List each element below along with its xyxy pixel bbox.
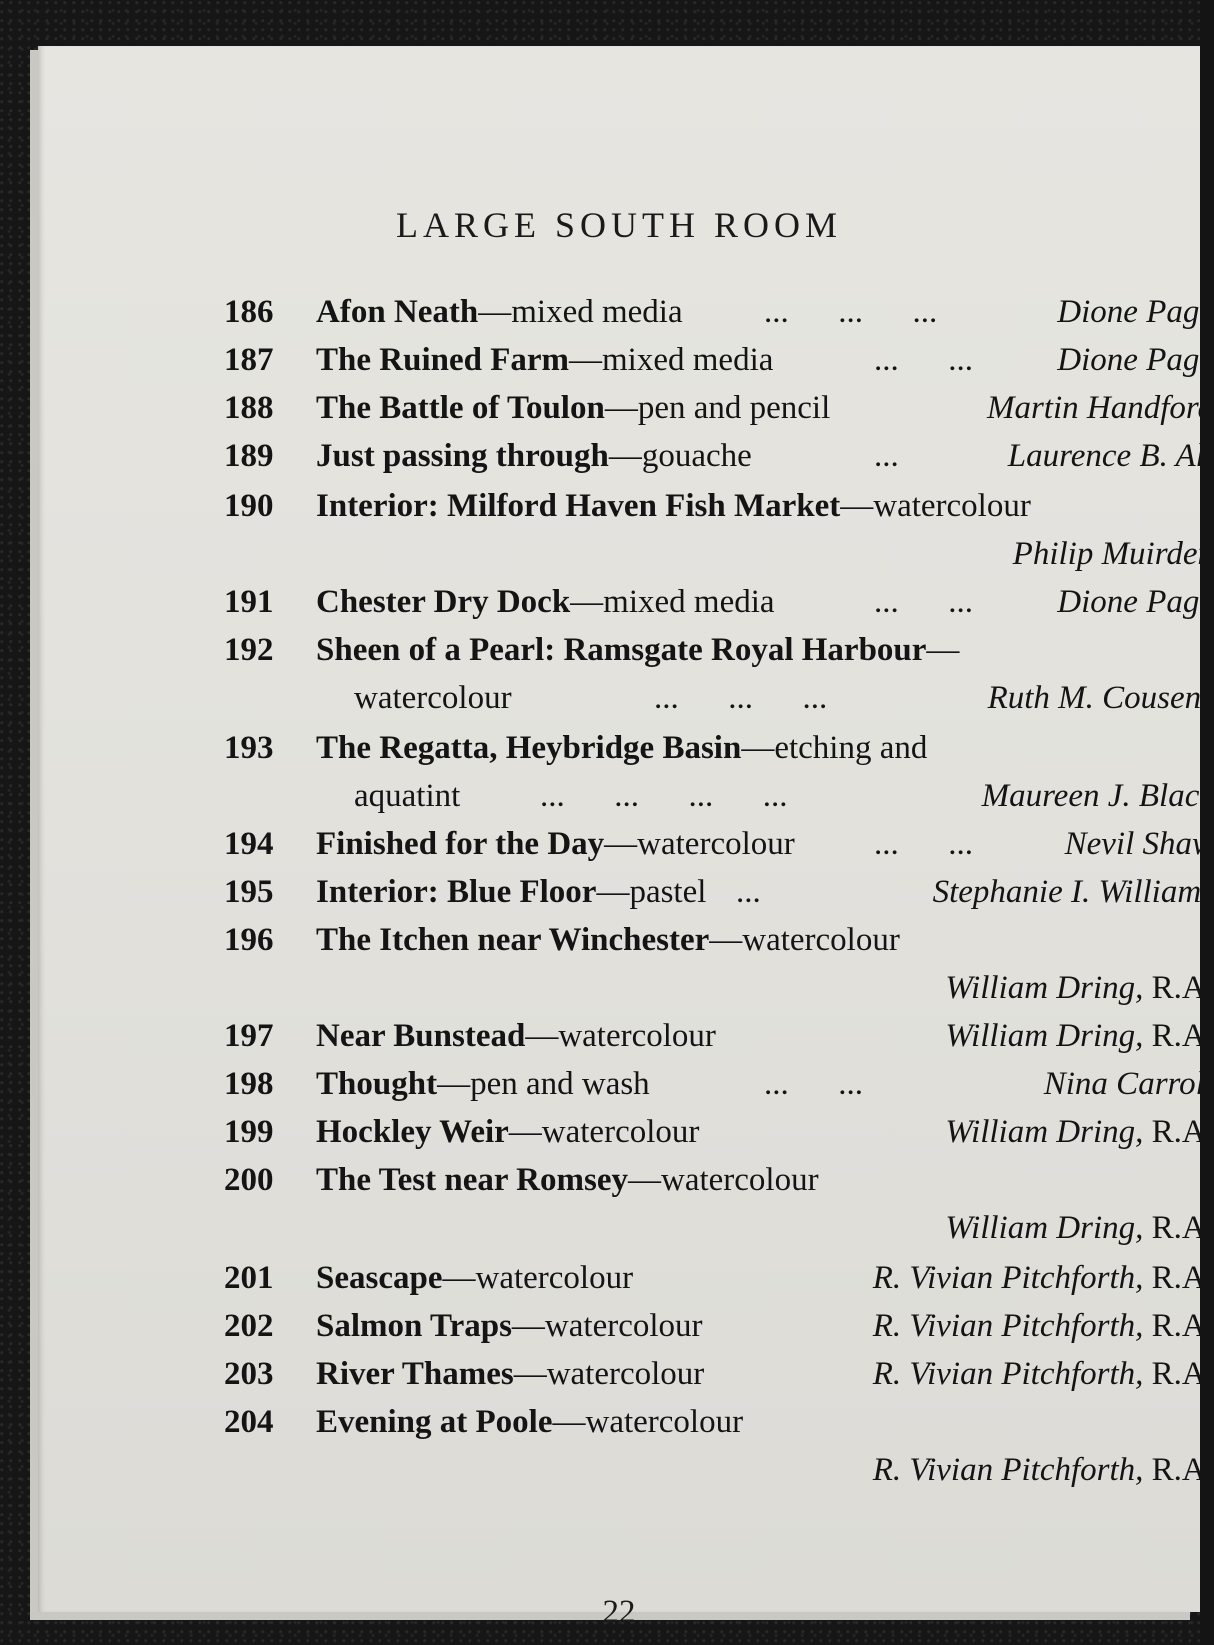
- entry-title: Salmon Traps: [316, 1308, 512, 1344]
- leader-dots: ...: [736, 874, 761, 910]
- entry-title: Sheen of a Pearl: Ramsgate Royal Harbour: [316, 632, 927, 668]
- entry-title: Just passing through: [316, 438, 609, 474]
- entry-192-continuation: [224, 674, 1214, 722]
- entry-title: The Itchen near Winchester: [316, 922, 710, 958]
- entry-title: River Thames: [316, 1356, 514, 1392]
- entry-187: [224, 336, 1214, 384]
- entry-artist: Nevil Shaw: [1064, 826, 1214, 862]
- entry-artist: Martin Handford: [986, 390, 1214, 426]
- entry-title: The Ruined Farm: [316, 342, 570, 378]
- entry-medium: —mixed media: [478, 294, 683, 330]
- entry-medium: —watercolour: [442, 1260, 634, 1296]
- entry-number: 190: [224, 488, 274, 524]
- entry-medium: —gouache: [608, 438, 752, 474]
- entry-artist: William Dring, R.A.: [945, 1114, 1214, 1150]
- entry-medium: —mixed media: [569, 342, 774, 378]
- entry-number: 193: [224, 730, 274, 766]
- entry-artist: R. Vivian Pitchforth, R.A.: [872, 1356, 1214, 1392]
- entry-201: [224, 1254, 1214, 1302]
- entry-number: 200: [224, 1162, 274, 1198]
- entry-medium: —watercolour: [604, 826, 795, 862]
- entry-artist: William Dring, R.A.: [945, 970, 1214, 1006]
- entry-number: 192: [224, 632, 274, 668]
- entry-title: Thought: [316, 1066, 438, 1102]
- entry-202: [224, 1302, 1214, 1350]
- entry-artist: Laurence B. Alt: [1007, 438, 1214, 474]
- entry-title: Afon Neath: [316, 294, 479, 330]
- entry-title: Interior: Blue Floor: [316, 874, 597, 910]
- entry-192: [224, 626, 1214, 674]
- entry-number: 203: [224, 1356, 274, 1392]
- entry-189: [224, 432, 1214, 480]
- leader-dots: ... ...: [874, 584, 973, 620]
- entry-title: The Regatta, Heybridge Basin: [316, 730, 742, 766]
- entry-artist: Dione Page: [1057, 294, 1214, 330]
- entry-204: [224, 1398, 1214, 1446]
- entry-number: 194: [224, 826, 274, 862]
- entry-artist: Stephanie I. Williams: [932, 874, 1214, 910]
- leader-dots: ... ...: [874, 826, 973, 862]
- page-number: 22: [602, 1594, 636, 1630]
- leader-dots: ... ... ... ...: [540, 778, 788, 814]
- entry-title: Finished for the Day: [316, 826, 605, 862]
- entry-193-continuation: [224, 772, 1214, 820]
- entry-193: [224, 724, 1214, 772]
- entry-199: [224, 1108, 1214, 1156]
- entry-number: 199: [224, 1114, 274, 1150]
- entry-medium: —mixed media: [570, 584, 775, 620]
- entry-medium-continuation: watercolour: [354, 680, 512, 716]
- entry-artist: R. Vivian Pitchforth, R.A.: [872, 1308, 1214, 1344]
- entry-number: 188: [224, 390, 274, 426]
- entry-medium: —etching and: [741, 730, 928, 766]
- entry-title: The Test near Romsey: [316, 1162, 628, 1198]
- entry-number: 201: [224, 1260, 274, 1296]
- entry-number: 204: [224, 1404, 274, 1440]
- entry-medium: —pastel: [596, 874, 707, 910]
- entry-191: [224, 578, 1214, 626]
- entry-title: Seascape: [316, 1260, 443, 1296]
- entry-number: 197: [224, 1018, 274, 1054]
- entry-number: 202: [224, 1308, 274, 1344]
- entry-number: 186: [224, 294, 274, 330]
- entry-198: [224, 1060, 1214, 1108]
- leader-dots: ... ... ...: [764, 294, 938, 330]
- entry-number: 191: [224, 584, 274, 620]
- entry-number: 187: [224, 342, 274, 378]
- entry-artist: R. Vivian Pitchforth, R.A.: [872, 1452, 1214, 1488]
- entry-medium: —watercolour: [508, 1114, 700, 1150]
- entry-196-artist-line: [224, 964, 1214, 1012]
- leader-dots: ... ...: [874, 342, 973, 378]
- entry-medium: —watercolour: [513, 1356, 705, 1392]
- entry-title: Interior: Milford Haven Fish Market: [316, 488, 841, 524]
- catalogue-page: [38, 46, 1214, 1630]
- leader-dots: ... ... ...: [654, 680, 828, 716]
- entry-medium: —watercolour: [840, 488, 1031, 524]
- entry-188: [224, 384, 1214, 432]
- entry-number: 189: [224, 438, 274, 474]
- entry-title: Hockley Weir: [316, 1114, 509, 1150]
- entry-medium: —pen and pencil: [604, 390, 831, 426]
- room-title: LARGE SOUTH ROOM: [395, 205, 842, 245]
- entry-medium: —watercolour: [628, 1162, 819, 1198]
- entry-medium: —watercolour: [525, 1018, 716, 1054]
- entry-title: Chester Dry Dock: [316, 584, 571, 620]
- entry-195: [224, 868, 1214, 916]
- entry-title: The Battle of Toulon: [316, 390, 605, 426]
- entry-title: Evening at Poole: [316, 1404, 553, 1440]
- entry-medium: —watercolour: [709, 922, 900, 958]
- entry-medium-continuation: aquatint: [354, 778, 461, 814]
- entry-number: 195: [224, 874, 274, 910]
- entry-number: 196: [224, 922, 274, 958]
- entry-artist: Nina Carroll: [1043, 1066, 1214, 1102]
- leader-dots: ...: [874, 438, 899, 474]
- entry-medium: —watercolour: [552, 1404, 744, 1440]
- entry-186: [224, 288, 1214, 336]
- entry-artist: Dione Page: [1057, 584, 1214, 620]
- entry-artist: William Dring, R.A.: [945, 1018, 1214, 1054]
- entry-artist: Ruth M. Cousens: [987, 680, 1214, 716]
- entry-medium: —watercolour: [511, 1308, 703, 1344]
- entry-190: [224, 482, 1214, 530]
- entry-200-artist-line: [224, 1204, 1214, 1252]
- entry-artist: Dione Page: [1057, 342, 1214, 378]
- entry-artist: Maureen J. Black: [981, 778, 1214, 814]
- leader-dots: ... ...: [764, 1066, 863, 1102]
- entry-203: [224, 1350, 1214, 1398]
- entry-artist: Philip Muirden: [1012, 536, 1214, 572]
- entry-artist: R. Vivian Pitchforth, R.A.: [872, 1260, 1214, 1296]
- entry-medium: —pen and wash: [437, 1066, 650, 1102]
- entry-title: Near Bunstead: [316, 1018, 526, 1054]
- entry-194: [224, 820, 1214, 868]
- entry-artist: William Dring, R.A.: [945, 1210, 1214, 1246]
- entry-number: 198: [224, 1066, 274, 1102]
- entry-204-artist-line: [224, 1446, 1214, 1494]
- entry-200: [224, 1156, 1214, 1204]
- entry-medium: —: [926, 632, 960, 668]
- entry-197: [224, 1012, 1214, 1060]
- entry-196: [224, 916, 1214, 964]
- entry-190-artist-line: [224, 530, 1214, 578]
